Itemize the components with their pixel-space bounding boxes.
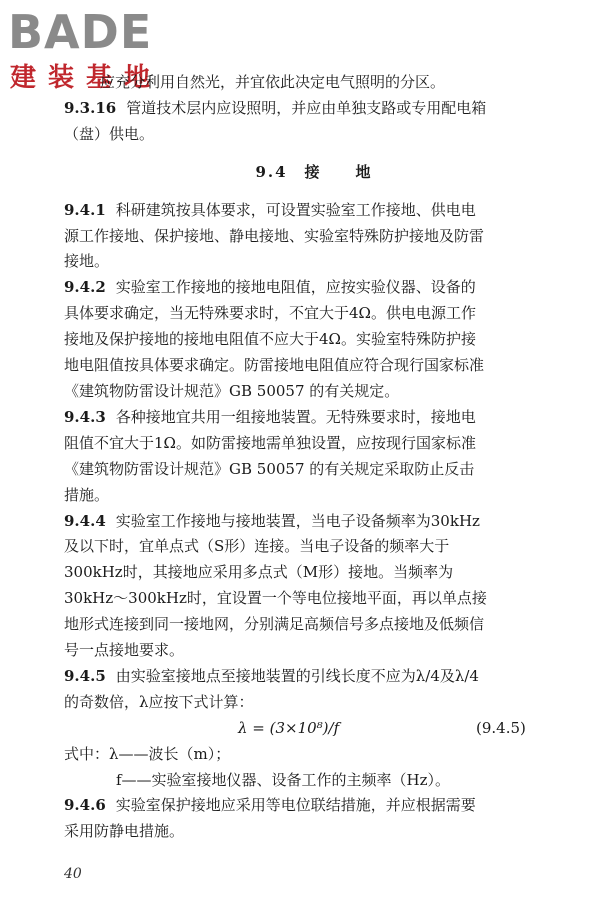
clause-text: 阻值不宜大于1Ω。如防雷接地需单独设置，应按现行国家标准 bbox=[64, 433, 476, 452]
clause-9-4-5 bbox=[64, 664, 564, 716]
clause-text: 地形式连接到同一接地网，分别满足高频信号多点接地及低频信 bbox=[64, 615, 485, 634]
clause-text: 接地及保护接地的接地电阻值不应大于4Ω。实验室特殊防护接 bbox=[64, 330, 476, 349]
clause-text: 各种接地宜共用一组接地装置。无特殊要求时，接地电 bbox=[115, 407, 476, 426]
clause-text: 及以下时，宜单点式（S形）连接。当电子设备的频率大于 bbox=[64, 537, 450, 556]
top-fragment: 应充分利用自然光，并宜依此决定电气照明的分区。 bbox=[100, 73, 446, 91]
section-title: 9.4 接 地 bbox=[255, 162, 373, 181]
formula-9-4-5 bbox=[64, 716, 564, 742]
definition-f: f——实验室接地仪器、设备工作的主频率（Hz）。 bbox=[116, 770, 451, 789]
clause-9-4-2 bbox=[64, 275, 564, 405]
clause-text: 接地。 bbox=[64, 252, 110, 271]
clause-text: 300kHz时，其接地应采用多点式（M形）接地。当频率为 bbox=[64, 563, 454, 582]
clause-text: 地电阻值按具体要求确定。防雷接地电阻值应符合现行国家标准 bbox=[64, 356, 485, 375]
clause-number: 9.4.3 bbox=[64, 407, 106, 426]
definition-lambda: 式中：λ——波长（m）； bbox=[64, 744, 231, 763]
document-page bbox=[64, 70, 564, 845]
clause-number: 9.4.2 bbox=[64, 278, 106, 297]
clause-number: 9.4.1 bbox=[64, 200, 106, 219]
clause-number: 9.3.16 bbox=[64, 98, 117, 117]
clause-9-4-6 bbox=[64, 793, 564, 845]
clause-text: 源工作接地、保护接地、静电接地、实验室特殊防护接地及防雷 bbox=[64, 226, 485, 245]
clause-text: 实验室保护接地应采用等电位联结措施，并应根据需要 bbox=[115, 796, 476, 815]
clause-text: 的奇数倍，λ应按下式计算： bbox=[64, 692, 254, 711]
formula-label: (9.4.5) bbox=[476, 718, 526, 737]
clause-9-4-4 bbox=[64, 509, 564, 664]
clause-text: 30kHz～300kHz时，宜设置一个等电位接地平面，再以单点接 bbox=[64, 589, 487, 608]
clause-text: 实验室工作接地的接地电阻值，应按实验仪器、设备的 bbox=[115, 278, 476, 297]
clause-number: 9.4.6 bbox=[64, 796, 106, 815]
logo-chinese-text: 建装基地 bbox=[10, 63, 163, 93]
formula-expression: λ = (3×10⁸)/f bbox=[238, 718, 340, 737]
clause-number: 9.4.4 bbox=[64, 511, 106, 530]
clause-9-4-3 bbox=[64, 405, 564, 509]
clause-text: 管道技术层内应设照明，并应由单独支路或专用配电箱 bbox=[126, 98, 487, 117]
clause-text: （盘）供电。 bbox=[64, 124, 155, 143]
clause-number: 9.4.5 bbox=[64, 666, 106, 685]
clause-text: 采用防静电措施。 bbox=[64, 822, 185, 841]
clause-text: 措施。 bbox=[64, 485, 110, 504]
clause-text: 《建筑物防雷设计规范》GB 50057 的有关规定。 bbox=[64, 381, 400, 400]
clause-text: 科研建筑按具体要求，可设置实验室工作接地、供电电 bbox=[115, 200, 476, 219]
logo-brand-text: BADE bbox=[8, 5, 153, 59]
clause-9-4-1 bbox=[64, 198, 564, 276]
clause-text: 《建筑物防雷设计规范》GB 50057 的有关规定采取防止反击 bbox=[64, 459, 475, 478]
page-number: 40 bbox=[64, 866, 82, 882]
clause-9-3-16 bbox=[64, 96, 564, 148]
clause-text: 具体要求确定，当无特殊要求时，不宜大于4Ω。供电电源工作 bbox=[64, 304, 476, 323]
clause-text: 号一点接地要求。 bbox=[64, 641, 185, 660]
clause-text: 由实验室接地点至接地装置的引线长度不应为λ/4及λ/4 bbox=[115, 666, 479, 685]
clause-text: 实验室工作接地与接地装置，当电子设备频率为30kHz bbox=[115, 511, 480, 530]
